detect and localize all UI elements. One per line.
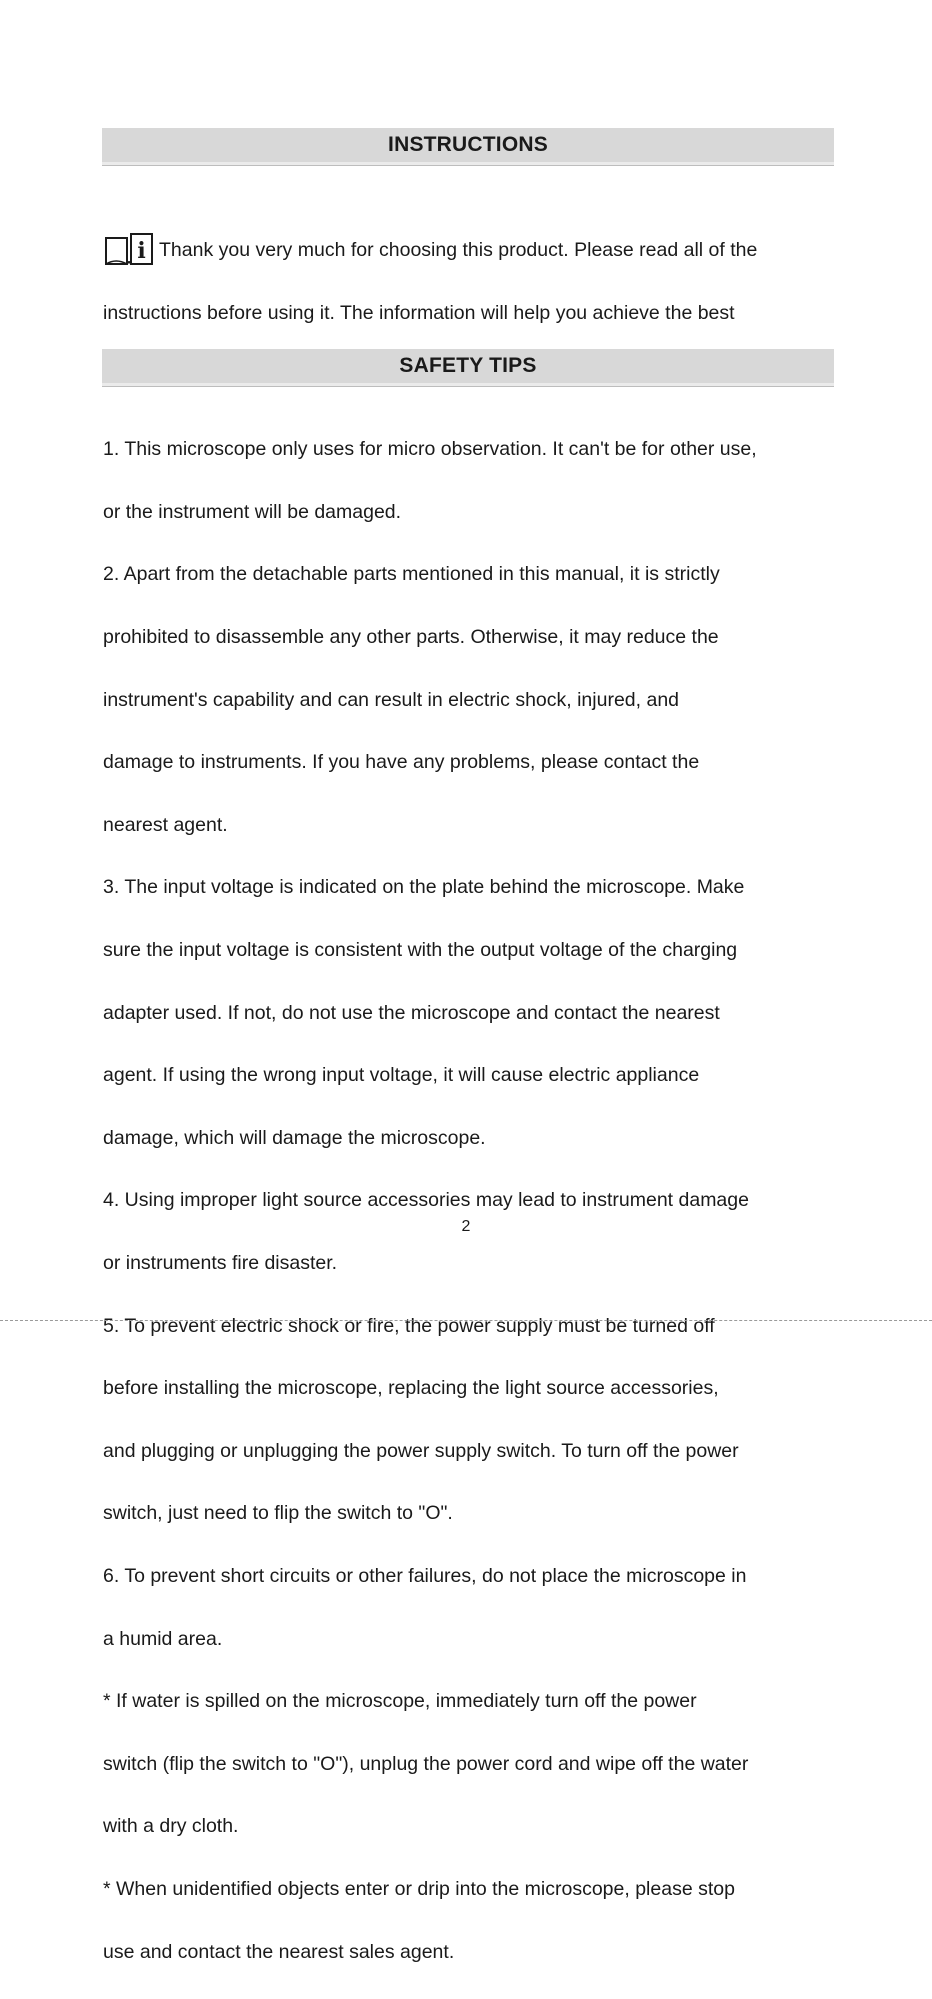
- safety-line: and plugging or unplugging the power supply switch. To turn off the power: [103, 1439, 739, 1462]
- safety-line: before installing the microscope, replacing the light source accessories,: [103, 1377, 719, 1400]
- safety-line: damage, which will damage the microscope.: [103, 1126, 486, 1149]
- intro-text-1: Thank you very much for choosing this product. Please read all of the: [159, 239, 758, 261]
- safety-line: 6. To prevent short circuits or other failures, do not place the microscope in: [103, 1564, 747, 1587]
- safety-line: * When unidentified objects enter or drip into the microscope, please stop: [103, 1877, 735, 1900]
- safety-tips-body: [103, 403, 843, 1999]
- safety-line: instrument's capability and can result in electric shock, injured, and: [103, 688, 680, 711]
- safety-line: or the instrument will be damaged.: [103, 500, 402, 523]
- info-book-icon: [103, 230, 155, 266]
- safety-line: prohibited to disassemble any other parts. Otherwise, it may reduce the: [103, 626, 719, 649]
- svg-text:i: i: [137, 238, 146, 265]
- safety-tips-title: SAFETY TIPS: [399, 354, 537, 377]
- safety-line: 5. To prevent electric shock or fire, the power supply must be turned off: [103, 1314, 715, 1337]
- instructions-header: [102, 128, 834, 166]
- safety-line: switch (flip the switch to "O"), unplug the power cord and wipe off the water: [103, 1752, 749, 1775]
- instructions-title: INSTRUCTIONS: [388, 133, 548, 156]
- safety-line: a humid area.: [103, 1627, 223, 1650]
- safety-line: agent. If using the wrong input voltage, it will cause electric appliance: [103, 1064, 700, 1087]
- safety-line: 2. Apart from the detachable parts mentioned in this manual, it is strictly: [103, 563, 720, 586]
- instructions-paragraph: [103, 199, 843, 423]
- safety-line: adapter used. If not, do not use the microscope and contact the nearest: [103, 1001, 720, 1024]
- safety-line: use and contact the nearest sales agent.: [103, 1940, 455, 1963]
- intro-line-1: [103, 230, 843, 266]
- page-number: 2: [461, 1218, 471, 1235]
- safety-line: or instruments fire disaster.: [103, 1252, 338, 1275]
- safety-line: nearest agent.: [103, 813, 228, 836]
- safety-line: 3. The input voltage is indicated on the plate behind the microscope. Make: [103, 876, 745, 899]
- safety-line: with a dry cloth.: [103, 1815, 239, 1838]
- safety-line: 1. This microscope only uses for micro observation. It can't be for other use,: [103, 438, 757, 461]
- safety-line: damage to instruments. If you have any problems, please contact the: [103, 751, 700, 774]
- safety-line: sure the input voltage is consistent with the output voltage of the charging: [103, 939, 738, 962]
- safety-line: 4. Using improper light source accessories may lead to instrument damage: [103, 1189, 749, 1212]
- safety-line: * If water is spilled on the microscope, immediately turn off the power: [103, 1690, 697, 1713]
- safety-tips-header: [102, 349, 834, 387]
- intro-line-2: instructions before using it. The information will help you achieve the best: [103, 301, 735, 324]
- safety-line: switch, just need to flip the switch to "O".: [103, 1502, 453, 1525]
